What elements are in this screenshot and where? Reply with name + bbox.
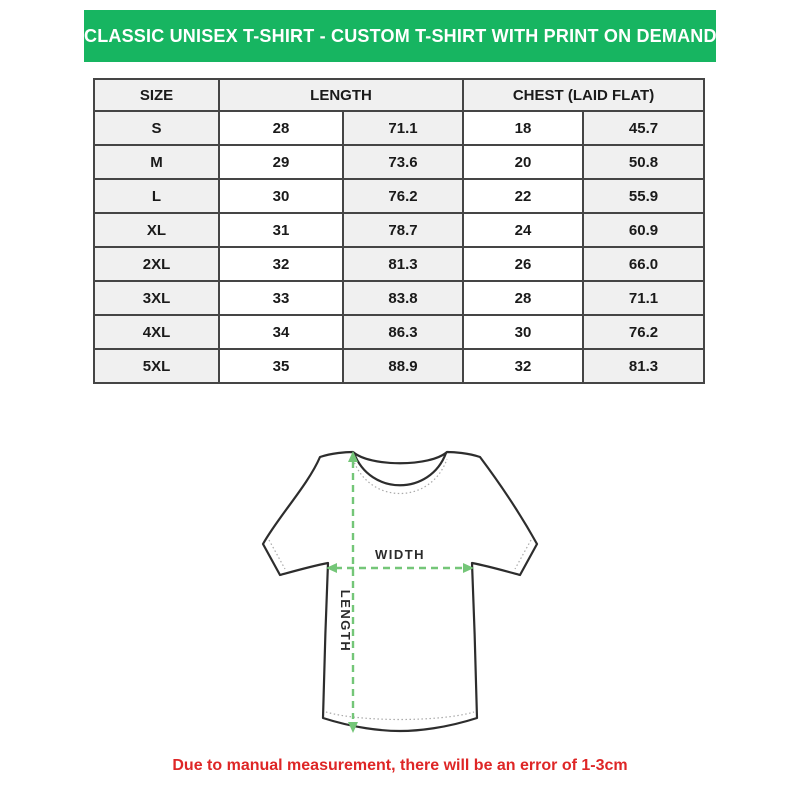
table-row bbox=[94, 145, 704, 179]
table-row bbox=[94, 281, 704, 315]
length-in-cell: 35 bbox=[219, 349, 343, 383]
chest-cm-cell: 71.1 bbox=[583, 281, 704, 315]
measurement-error-note: Due to manual measurement, there will be an error of 1-3cm bbox=[172, 757, 628, 774]
length-cm-cell: 73.6 bbox=[343, 145, 463, 179]
size-cell: 3XL bbox=[94, 281, 219, 315]
chest-cm-cell: 55.9 bbox=[583, 179, 704, 213]
length-in-cell: 28 bbox=[219, 111, 343, 145]
chest-cm-cell: 66.0 bbox=[583, 247, 704, 281]
table-row bbox=[94, 111, 704, 145]
length-cm-cell: 81.3 bbox=[343, 247, 463, 281]
size-table-header bbox=[94, 79, 704, 111]
header-chest: CHEST (LAID FLAT) bbox=[463, 79, 704, 111]
table-row bbox=[94, 179, 704, 213]
size-table bbox=[93, 78, 705, 384]
table-row bbox=[94, 315, 704, 349]
table-row bbox=[94, 247, 704, 281]
chest-in-cell: 28 bbox=[463, 281, 583, 315]
chest-cm-cell: 81.3 bbox=[583, 349, 704, 383]
length-in-cell: 32 bbox=[219, 247, 343, 281]
length-cm-cell: 71.1 bbox=[343, 111, 463, 145]
size-cell: 4XL bbox=[94, 315, 219, 349]
chest-in-cell: 24 bbox=[463, 213, 583, 247]
length-label: LENGTH bbox=[338, 589, 353, 653]
size-cell: L bbox=[94, 179, 219, 213]
banner-title: CLASSIC UNISEX T-SHIRT - CUSTOM T-SHIRT WITH PRINT ON DEMAND bbox=[84, 10, 716, 62]
header-row bbox=[94, 79, 704, 111]
size-cell: 5XL bbox=[94, 349, 219, 383]
chest-in-cell: 20 bbox=[463, 145, 583, 179]
table-row bbox=[94, 213, 704, 247]
length-in-cell: 30 bbox=[219, 179, 343, 213]
length-in-cell: 33 bbox=[219, 281, 343, 315]
chest-in-cell: 26 bbox=[463, 247, 583, 281]
chest-in-cell: 22 bbox=[463, 179, 583, 213]
chest-cm-cell: 50.8 bbox=[583, 145, 704, 179]
tshirt-outline-icon bbox=[263, 452, 537, 731]
size-cell: 2XL bbox=[94, 247, 219, 281]
table-row bbox=[94, 349, 704, 383]
size-cell: S bbox=[94, 111, 219, 145]
chest-cm-cell: 76.2 bbox=[583, 315, 704, 349]
header-size: SIZE bbox=[94, 79, 219, 111]
length-cm-cell: 88.9 bbox=[343, 349, 463, 383]
length-in-cell: 29 bbox=[219, 145, 343, 179]
chest-in-cell: 32 bbox=[463, 349, 583, 383]
length-cm-cell: 76.2 bbox=[343, 179, 463, 213]
chest-cm-cell: 60.9 bbox=[583, 213, 704, 247]
length-in-cell: 31 bbox=[219, 213, 343, 247]
size-cell: M bbox=[94, 145, 219, 179]
length-in-cell: 34 bbox=[219, 315, 343, 349]
chest-in-cell: 18 bbox=[463, 111, 583, 145]
size-table-body bbox=[94, 111, 704, 383]
length-cm-cell: 83.8 bbox=[343, 281, 463, 315]
tshirt-measurement-diagram bbox=[250, 443, 550, 743]
size-cell: XL bbox=[94, 213, 219, 247]
header-length: LENGTH bbox=[219, 79, 463, 111]
chest-cm-cell: 45.7 bbox=[583, 111, 704, 145]
chest-in-cell: 30 bbox=[463, 315, 583, 349]
length-cm-cell: 86.3 bbox=[343, 315, 463, 349]
length-cm-cell: 78.7 bbox=[343, 213, 463, 247]
width-label: WIDTH bbox=[374, 547, 426, 562]
